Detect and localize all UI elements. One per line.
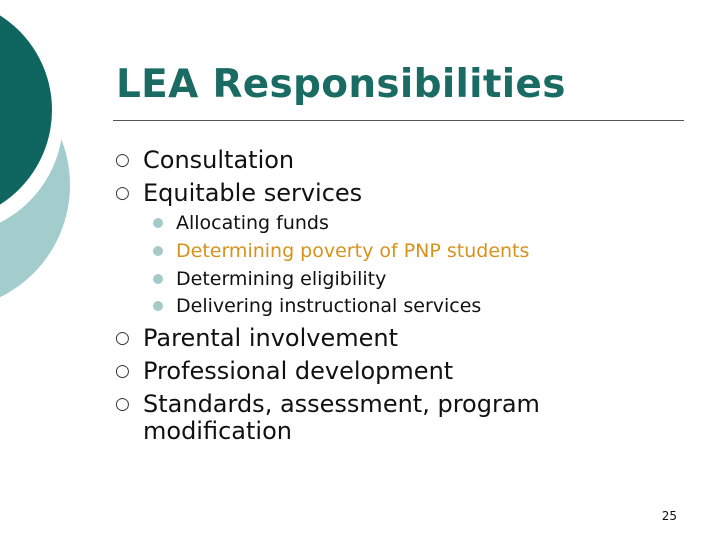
hollow-circle-bullet-icon: ○ <box>115 394 130 414</box>
sub-bullet-item <box>176 267 386 291</box>
bullet-item <box>115 357 603 385</box>
dot-bullet-icon <box>153 218 163 228</box>
bullet-text: Parental involvement <box>143 324 398 352</box>
bullet-text: Professional development <box>143 357 454 385</box>
dot-bullet-icon <box>153 246 163 256</box>
dot-bullet-icon <box>153 301 163 311</box>
hollow-circle-bullet-icon: ○ <box>115 361 130 381</box>
sub-bullet-item <box>176 294 481 318</box>
sub-bullet-text: Allocating funds <box>176 212 329 234</box>
page-number: 25 <box>661 509 677 523</box>
slide-title: LEA Responsibilities <box>116 62 566 107</box>
sub-bullet-item <box>176 211 329 235</box>
sub-bullet-text: Determining eligibility <box>176 268 387 290</box>
decorative-circles <box>0 0 110 300</box>
bullet-text: Standards, assessment, program modification <box>143 390 540 445</box>
bullet-item <box>115 146 603 174</box>
sub-bullet-text: Determining poverty of PNP students <box>176 240 530 262</box>
sub-bullet-item-highlighted <box>176 239 529 263</box>
bullet-text: Equitable services <box>143 179 363 207</box>
bullet-item <box>115 390 583 445</box>
bullet-item <box>115 179 603 207</box>
bullet-text: Consultation <box>143 146 295 174</box>
title-underline <box>113 120 684 121</box>
hollow-circle-bullet-icon: ○ <box>115 328 130 348</box>
hollow-circle-bullet-icon: ○ <box>115 150 130 170</box>
sub-bullet-text: Delivering instructional services <box>176 295 482 317</box>
dot-bullet-icon <box>153 274 163 284</box>
bullet-item <box>115 324 603 352</box>
hollow-circle-bullet-icon: ○ <box>115 183 130 203</box>
